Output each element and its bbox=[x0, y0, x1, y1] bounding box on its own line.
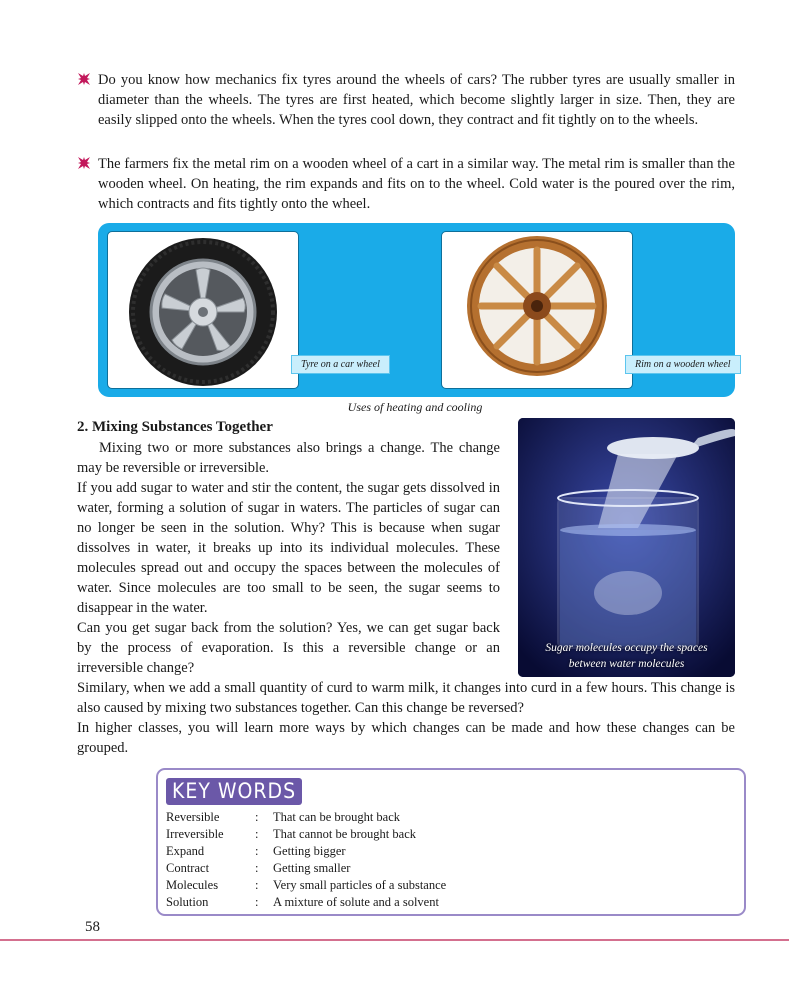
figure-panel bbox=[98, 223, 735, 397]
key-word-separator: : bbox=[255, 878, 259, 892]
key-word-separator: : bbox=[255, 861, 259, 875]
sugar-caption bbox=[518, 640, 735, 672]
key-word-separator: : bbox=[255, 844, 259, 858]
key-word-definition: A mixture of solute and a solvent bbox=[273, 895, 439, 909]
page-number: 58 bbox=[85, 919, 100, 935]
paragraph: Can you get sugar back from the solution? Yes, we can get sugar back by the process of evaporation. Is this a reversible change or an irreversible change? bbox=[77, 620, 500, 676]
paragraph: Mixing two or more substances also brings a change. The change may be reversible or irreversible. bbox=[77, 440, 500, 476]
section-body bbox=[77, 438, 500, 678]
key-word-definition: That can be brought back bbox=[273, 810, 401, 824]
key-word-separator: : bbox=[255, 895, 259, 909]
car-wheel-icon bbox=[108, 232, 298, 388]
key-word-term: Molecules bbox=[166, 878, 219, 892]
key-word-separator: : bbox=[255, 827, 259, 841]
bullet-text: The farmers fix the metal rim on a wooden wheel of a cart in a similar way. The metal rim is smaller than the wooden wheel. On heating, the rim expands and fits on to the wheel. Cold water is the poured over the rim, which contracts and fits tightly onto the wheel. bbox=[98, 156, 735, 212]
closing-text bbox=[77, 678, 735, 758]
cross-bullet-icon bbox=[77, 156, 91, 170]
key-word-separator: : bbox=[255, 810, 259, 824]
key-word-definition: Getting smaller bbox=[273, 861, 351, 875]
key-word-definition: Getting bigger bbox=[273, 844, 346, 858]
key-word-term: Irreversible bbox=[166, 827, 224, 841]
paragraph: Similary, when we add a small quantity of curd to warm milk, it changes into curd in a few hours. This change is also caused by mixing two substances together. Can this change be reversed? bbox=[77, 680, 735, 716]
key-word-term: Contract bbox=[166, 861, 210, 875]
paragraph: In higher classes, you will learn more ways by which changes can be made and how these changes can be grouped. bbox=[77, 720, 735, 756]
sugar-glass-icon bbox=[518, 418, 735, 677]
key-word-definition: Very small particles of a substance bbox=[273, 878, 447, 892]
footer-divider bbox=[0, 939, 789, 941]
sugar-caption-line: Sugar molecules occupy the spaces bbox=[545, 642, 708, 654]
key-word-term: Reversible bbox=[166, 810, 220, 824]
tyre-photo bbox=[107, 231, 299, 389]
tyre-caption: Tyre on a car wheel bbox=[291, 355, 390, 374]
wheel-caption: Rim on a wooden wheel bbox=[625, 355, 741, 374]
key-words-heading: KEY WORDS bbox=[166, 778, 302, 805]
key-word-term: Expand bbox=[166, 844, 205, 858]
cross-bullet-icon bbox=[77, 72, 91, 86]
bullet-paragraph bbox=[77, 154, 735, 214]
paragraph: If you add sugar to water and stir the content, the sugar gets dissolved in water, forming a solution of sugar in waters. The particles of sugar can no longer be seen in the solution. Why? This is because when sugar dissolves in water, it breaks up into its individual molecules. These molecules spread out and occupy the spaces between the molecules of water. Since molecules are too small to be seen, the sugar seems to disappear in the water. bbox=[77, 480, 500, 616]
wooden-wheel-icon bbox=[442, 232, 632, 388]
sugar-photo bbox=[518, 418, 735, 677]
section-heading: 2. Mixing Substances Together bbox=[77, 419, 273, 435]
key-word-definition: That cannot be brought back bbox=[273, 827, 417, 841]
key-word-term: Solution bbox=[166, 895, 209, 909]
key-words-box bbox=[156, 768, 746, 916]
sugar-caption-line: between water molecules bbox=[568, 658, 685, 670]
wooden-wheel-photo bbox=[441, 231, 633, 389]
bullet-text: Do you know how mechanics fix tyres around the wheels of cars? The rubber tyres are usually smaller in diameter than the wheels. The tyres are first heated, which become slightly larger in size. Then, they are easily slipped onto the wheels. When the tyres cool down, they contract and fit tightly on to the wheels. bbox=[98, 72, 735, 128]
bullet-paragraph bbox=[77, 70, 735, 130]
figure-caption: Uses of heating and cooling bbox=[347, 400, 483, 414]
